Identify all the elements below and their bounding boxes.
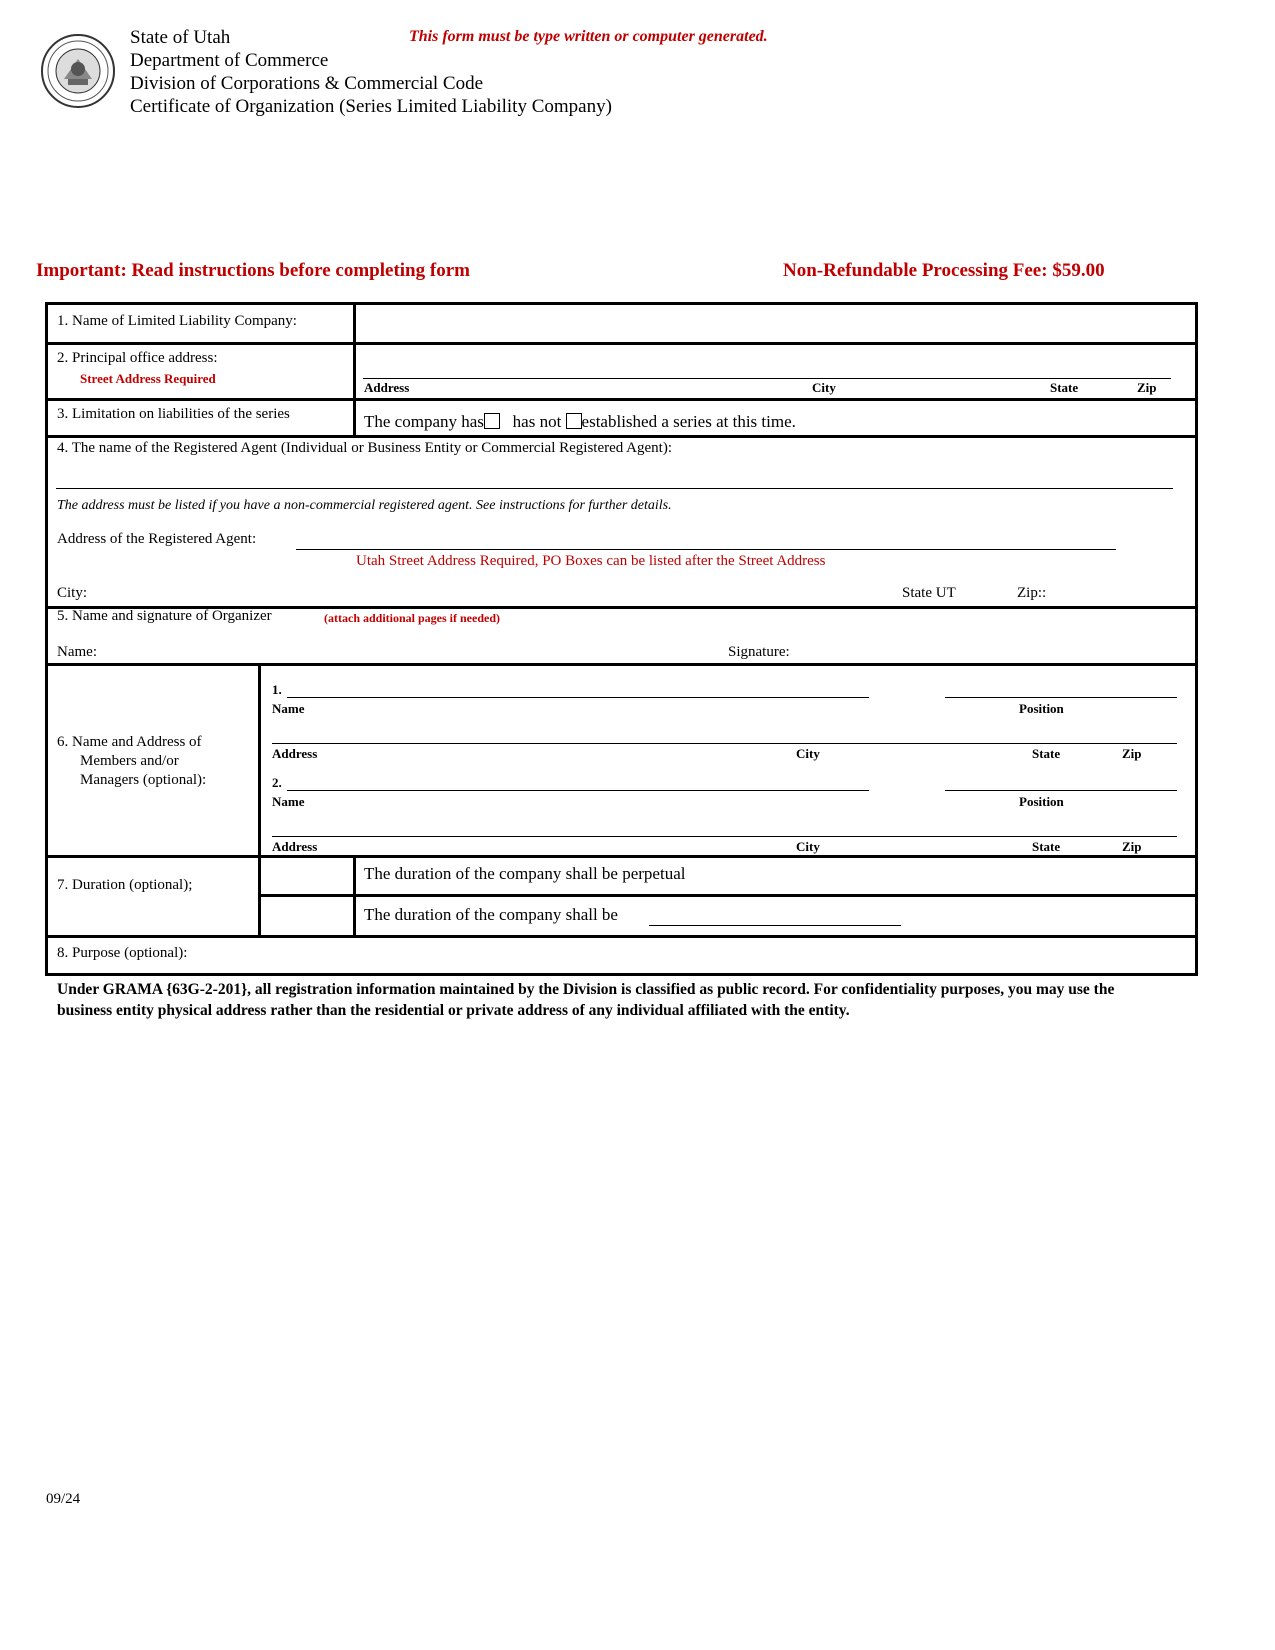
s2-col-state: State (1050, 380, 1079, 395)
member-position-label: Position (1019, 794, 1064, 809)
member-position-input[interactable] (945, 675, 1177, 696)
s2-col-address: Address (364, 380, 410, 395)
member-city-label: City (796, 746, 820, 761)
s7-fixed: The duration of the company shall be (364, 905, 618, 924)
typewritten-notice: This form must be type written or computer generated. (409, 28, 768, 45)
s4-zip-label: Zip:: (1017, 585, 1047, 601)
has-checkbox[interactable] (484, 413, 500, 429)
member-address-input[interactable] (272, 814, 1177, 835)
s2-col-city: City (812, 380, 836, 395)
header-division: Division of Corporations & Commercial Code (130, 73, 484, 94)
s3-text-established: established a series at this time. (581, 412, 796, 431)
s4-city-label: City: (57, 585, 88, 601)
member-name-input[interactable] (287, 768, 869, 789)
member-zip-label: Zip (1122, 839, 1142, 854)
s4-label: 4. The name of the Registered Agent (Individual or Business Entity or Commercial Registered Agent): (57, 440, 673, 456)
member-num: 1. (272, 682, 282, 697)
s5-label: 5. Name and signature of Organizer (57, 608, 272, 624)
s7-label: 7. Duration (optional); (57, 877, 193, 893)
member-state-label: State (1032, 839, 1061, 854)
s3-text-has: The company has (364, 412, 484, 431)
fixed-duration-option-cell[interactable] (264, 900, 350, 932)
member-position-input[interactable] (945, 768, 1177, 789)
header-state: State of Utah (130, 27, 231, 48)
s4-address-label: Address of the Registered Agent: (57, 531, 257, 547)
s7-perpetual: The duration of the company shall be perpetual (364, 864, 686, 883)
perpetual-option-cell[interactable] (264, 861, 350, 891)
member-name-label: Name (272, 794, 305, 809)
s3-label: 3. Limitation on liabilities of the series (57, 406, 290, 422)
s6-label-1: 6. Name and Address of (57, 734, 202, 750)
principal-address-input[interactable] (363, 354, 1171, 376)
purpose-input[interactable] (240, 942, 1185, 966)
s5-note: (attach additional pages if needed) (324, 611, 501, 625)
s1-label: 1. Name of Limited Liability Company: (57, 313, 297, 329)
important-notice: Important: Read instructions before completing form (36, 260, 470, 281)
member-address-label: Address (272, 746, 318, 761)
form-revision: 09/24 (46, 1491, 81, 1507)
registered-agent-address-input[interactable] (296, 527, 1116, 549)
s2-label: 2. Principal office address: (57, 350, 218, 366)
duration-input[interactable] (649, 903, 901, 924)
member-num: 2. (272, 775, 282, 790)
s3-text-has-not: has not (512, 412, 562, 431)
registered-agent-name-input[interactable] (56, 464, 1173, 486)
processing-fee: Non-Refundable Processing Fee: $59.00 (783, 260, 1105, 281)
s8-label: 8. Purpose (optional): (57, 945, 188, 961)
member-address-label: Address (272, 839, 318, 854)
member-address-input[interactable] (272, 721, 1177, 742)
s4-address-note: Utah Street Address Required, PO Boxes can be listed after the Street Address (356, 553, 826, 569)
s2-col-zip: Zip (1137, 380, 1157, 395)
s5-name-label: Name: (57, 644, 97, 660)
grama-notice: Under GRAMA {63G-2-201}, all registration information maintained by the Division is classified as public record. For confidentiality purposes, you may use the business entity physical address rather than the residential or private address of any individual affiliated with the entity. (57, 981, 1115, 1019)
member-name-label: Name (272, 701, 305, 716)
s6-label-3: Managers (optional): (80, 772, 207, 788)
llc-name-input[interactable] (362, 310, 1187, 336)
has-not-checkbox[interactable] (566, 413, 582, 429)
form-title: Certificate of Organization (Series Limited Liability Company) (130, 96, 612, 117)
s6-label-2: Members and/or (80, 753, 179, 769)
member-zip-label: Zip (1122, 746, 1142, 761)
member-city-label: City (796, 839, 820, 854)
member-state-label: State (1032, 746, 1061, 761)
utah-state-seal-icon (40, 33, 116, 109)
s4-italic-note: The address must be listed if you have a non-commercial registered agent. See instructions for further details. (57, 498, 672, 513)
header-department: Department of Commerce (130, 50, 329, 71)
s2-note: Street Address Required (80, 371, 216, 386)
member-name-input[interactable] (287, 675, 869, 696)
s5-signature-label: Signature: (728, 644, 790, 660)
s4-state-label: State UT (902, 585, 956, 601)
member-position-label: Position (1019, 701, 1064, 716)
